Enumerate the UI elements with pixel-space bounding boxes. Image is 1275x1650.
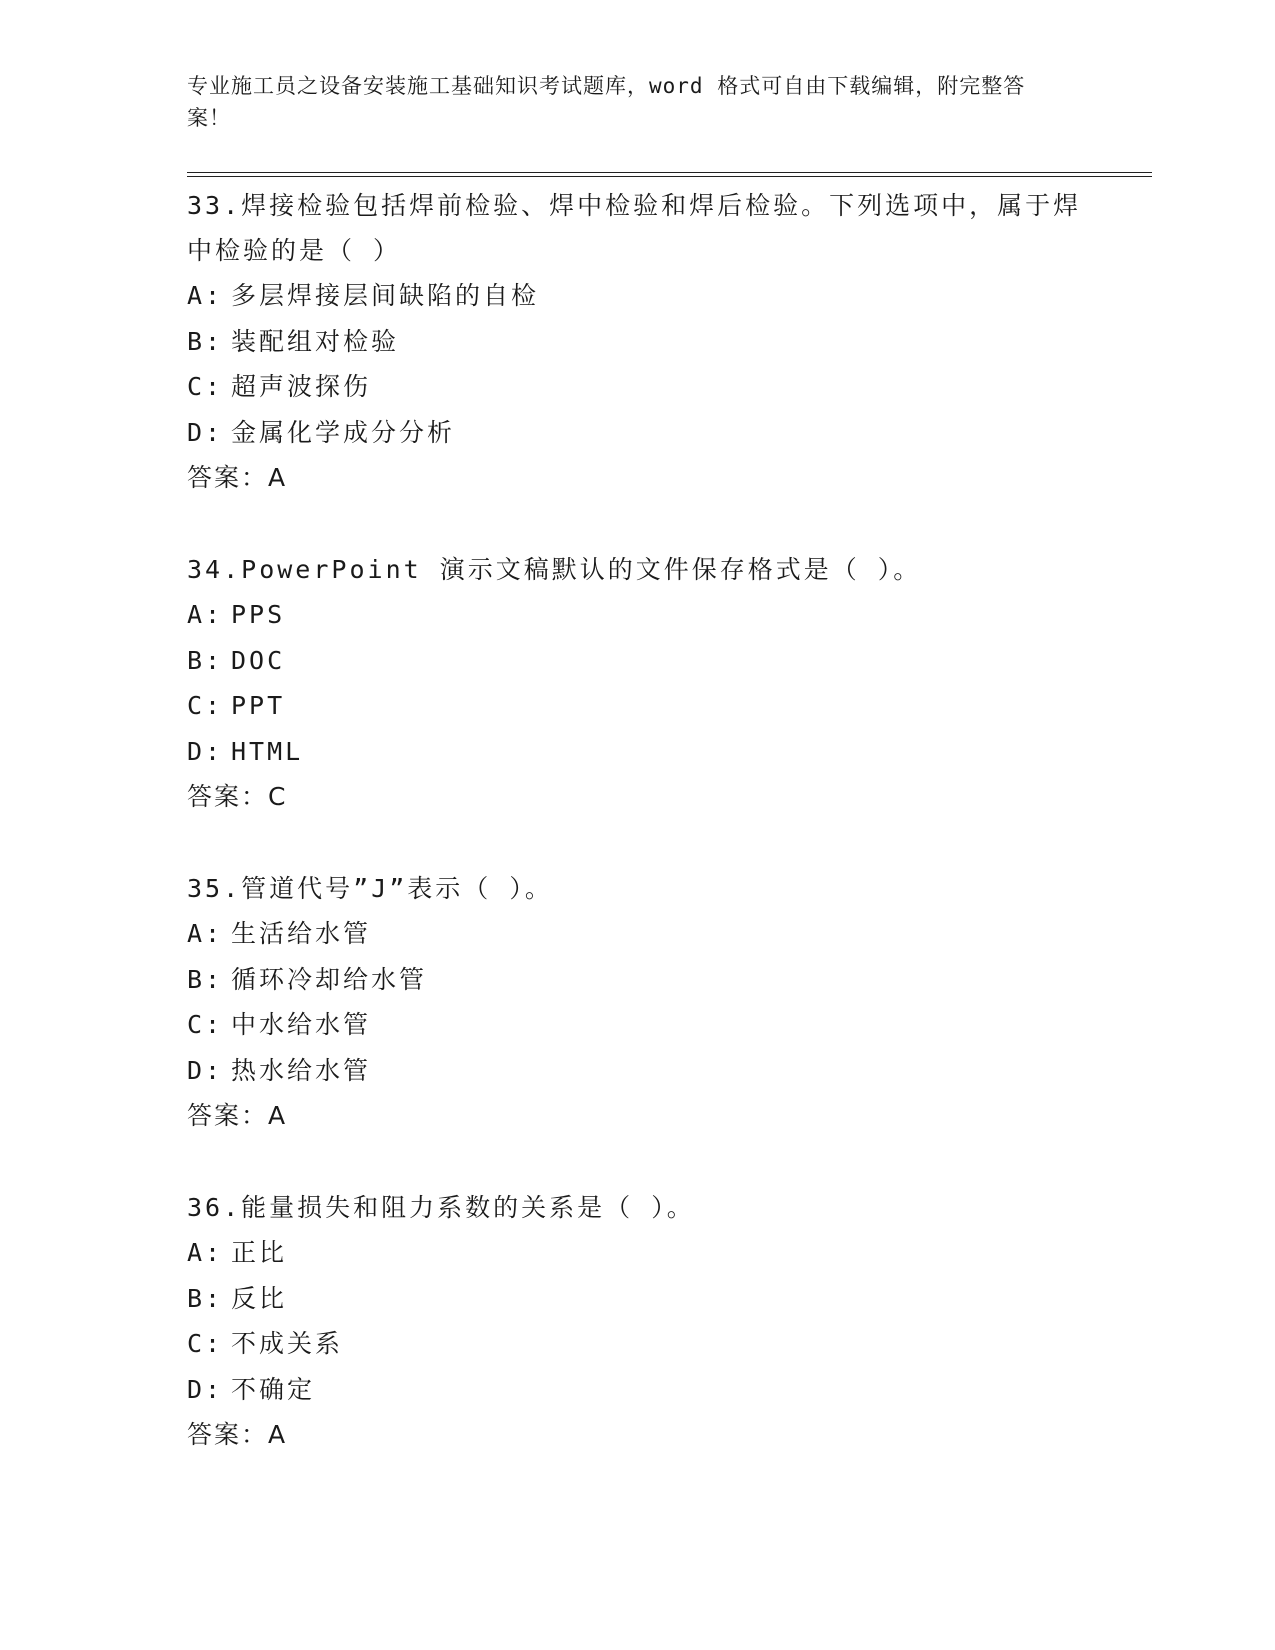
rule-line bbox=[187, 176, 1152, 177]
option-letter: D: bbox=[187, 1374, 224, 1404]
answer-line: 答案：A bbox=[187, 1420, 288, 1449]
option-text: 多层焊接层间缺陷的自检 bbox=[231, 281, 540, 310]
option-letter: C: bbox=[187, 372, 224, 401]
option-c bbox=[187, 364, 1152, 410]
option-text: PPS bbox=[231, 600, 286, 629]
option-c bbox=[187, 1002, 1152, 1048]
option-a bbox=[187, 1230, 1152, 1276]
option-d bbox=[187, 1048, 1152, 1094]
option-letter: B: bbox=[187, 645, 224, 675]
option-text: 生活给水管 bbox=[231, 919, 372, 948]
option-c bbox=[187, 1321, 1152, 1367]
question-35 bbox=[187, 866, 1152, 1138]
option-letter: B: bbox=[187, 1283, 224, 1313]
option-text: 不确定 bbox=[231, 1374, 316, 1404]
question-36 bbox=[187, 1185, 1152, 1457]
option-text: 中水给水管 bbox=[231, 1010, 372, 1039]
option-letter: C: bbox=[187, 1010, 224, 1039]
option-letter: B: bbox=[187, 964, 224, 994]
option-letter: D: bbox=[187, 736, 224, 766]
option-text: 正比 bbox=[231, 1238, 288, 1267]
question-33 bbox=[187, 183, 1152, 500]
option-letter: A: bbox=[187, 919, 224, 948]
option-text: 热水给水管 bbox=[231, 1055, 372, 1085]
option-a bbox=[187, 273, 1152, 319]
option-a bbox=[187, 592, 1152, 638]
question-list bbox=[187, 183, 1152, 1457]
option-text: HTML bbox=[231, 736, 304, 766]
question-stem: 36.能量损失和阻力系数的关系是（ ）。 bbox=[187, 1193, 695, 1222]
question-34 bbox=[187, 547, 1152, 819]
option-d bbox=[187, 1367, 1152, 1413]
question-stem: 35.管道代号”J”表示（ ）。 bbox=[187, 874, 553, 903]
option-letter: A: bbox=[187, 600, 224, 629]
option-letter: B: bbox=[187, 326, 224, 356]
option-text: 不成关系 bbox=[231, 1329, 344, 1358]
double-rule-divider bbox=[187, 172, 1152, 177]
option-text: 装配组对检验 bbox=[231, 326, 400, 356]
option-text: 金属化学成分分析 bbox=[231, 417, 456, 447]
option-text: 反比 bbox=[231, 1283, 288, 1313]
option-b bbox=[187, 1276, 1152, 1322]
option-text: DOC bbox=[231, 645, 286, 675]
option-letter: A: bbox=[187, 1238, 224, 1267]
option-d bbox=[187, 410, 1152, 456]
answer-line: 答案：A bbox=[187, 1101, 288, 1130]
option-text: 超声波探伤 bbox=[231, 372, 372, 401]
option-a bbox=[187, 911, 1152, 957]
option-b bbox=[187, 638, 1152, 684]
answer-line: 答案：C bbox=[187, 782, 288, 811]
document-page bbox=[187, 70, 1152, 1504]
option-letter: D: bbox=[187, 1055, 224, 1085]
option-b bbox=[187, 319, 1152, 365]
option-letter: A: bbox=[187, 281, 224, 310]
answer-line: 答案：A bbox=[187, 463, 288, 492]
option-letter: C: bbox=[187, 1329, 224, 1358]
question-stem: 33.焊接检验包括焊前检验、焊中检验和焊后检验。下列选项中，属于焊中检验的是（ ） bbox=[187, 191, 1082, 265]
option-b bbox=[187, 957, 1152, 1003]
question-stem: 34.PowerPoint 演示文稿默认的文件保存格式是（ ）。 bbox=[187, 555, 922, 584]
option-letter: C: bbox=[187, 691, 224, 720]
option-text: 循环冷却给水管 bbox=[231, 964, 428, 994]
option-d bbox=[187, 729, 1152, 775]
option-c bbox=[187, 683, 1152, 729]
document-header: 专业施工员之设备安装施工基础知识考试题库，word 格式可自由下载编辑，附完整答案！ bbox=[187, 74, 1026, 130]
option-letter: D: bbox=[187, 417, 224, 447]
option-text: PPT bbox=[231, 691, 286, 720]
